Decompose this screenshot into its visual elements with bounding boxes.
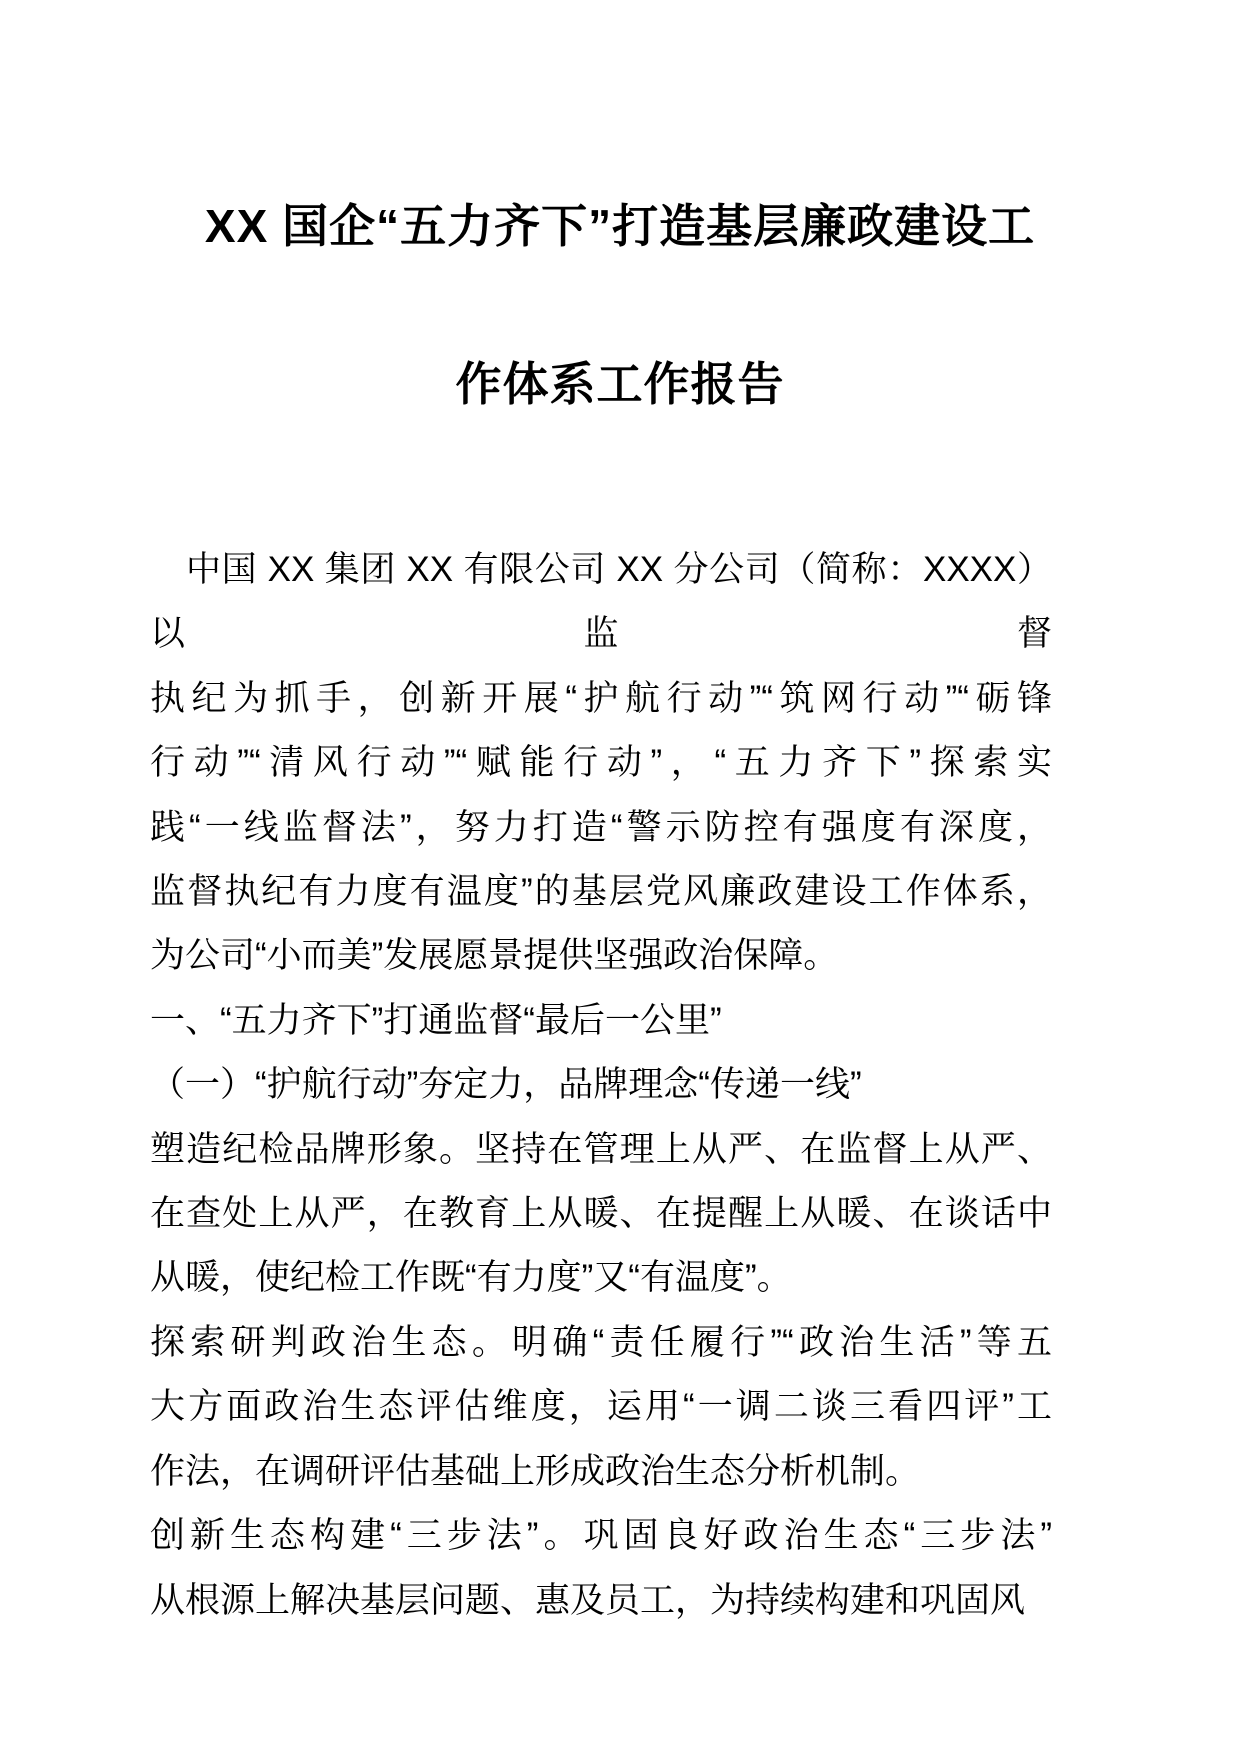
- text-line: 探索研判政治生态。明确“责任履行”“政治生活”等五: [150, 1322, 1052, 1362]
- text-line: （一）“护航行动”夯定力，品牌理念“传递一线”: [150, 1065, 862, 1105]
- paragraph: [150, 1311, 1052, 1504]
- title-line-2: 作体系工作报告: [455, 358, 785, 410]
- paragraph: [150, 1053, 1052, 1117]
- text-line: 作法，在调研评估基础上形成政治生态分析机制。: [150, 1451, 921, 1491]
- text-line: 从根源上解决基层问题、惠及员工，为持续构建和巩固风: [150, 1580, 1026, 1620]
- text-line: 塑造纪检品牌形象。坚持在管理上从严、在监督上从严、: [150, 1129, 1052, 1169]
- text-line: 从暖，使纪检工作既“有力度”又“有温度”。: [150, 1258, 792, 1298]
- paragraph: [150, 538, 1052, 989]
- text-line: 中国 XX 集团 XX 有限公司 XX 分公司（简称：XXXX）以监督: [150, 550, 1052, 654]
- text-line: 一、“五力齐下”打通监督“最后一公里”: [150, 1000, 722, 1040]
- text-line: 执纪为抓手，创新开展“护航行动”“筑网行动”“砺锋: [150, 678, 1052, 718]
- text-line: 创新生态构建“三步法”。巩固良好政治生态“三步法”: [150, 1516, 1052, 1556]
- text-line: 行动”“清风行动”“赋能行动”，“五力齐下”探索实: [150, 743, 1052, 783]
- text-line: 在查处上从严，在教育上从暖、在提醒上从暖、在谈话中: [150, 1194, 1052, 1234]
- paragraph: [150, 1118, 1052, 1311]
- title-line-1: XX 国企“五力齐下”打造基层廉政建设工: [204, 200, 1036, 252]
- text-line: 为公司“小而美”发展愿景提供坚强政治保障。: [150, 936, 839, 976]
- text-line: 大方面政治生态评估维度，运用“一调二谈三看四评”工: [150, 1387, 1052, 1427]
- document-body: [150, 538, 1052, 1633]
- paragraph: [150, 1504, 1052, 1633]
- document-title: [0, 0, 1240, 463]
- paragraph: [150, 989, 1052, 1053]
- text-line: 监督执纪有力度有温度”的基层党风廉政建设工作体系，: [150, 872, 1052, 912]
- text-line: 践“一线监督法”，努力打造“警示防控有强度有深度，: [150, 807, 1052, 847]
